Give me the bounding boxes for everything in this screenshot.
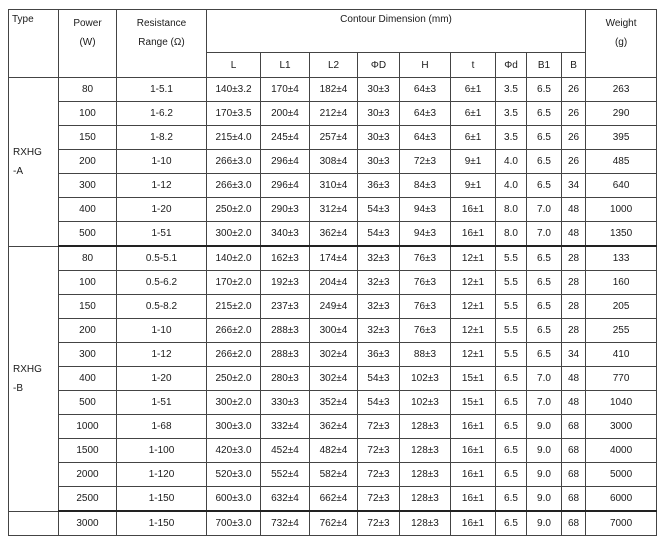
cell-phi-d-upper: 32±3 xyxy=(358,246,400,271)
cell-weight: 4000 xyxy=(586,439,657,463)
cell-power: 500 xyxy=(59,391,117,415)
cell-b1: 6.5 xyxy=(527,246,562,271)
cell-l2: 310±4 xyxy=(310,174,358,198)
cell-weight: 290 xyxy=(586,102,657,126)
cell-h: 128±3 xyxy=(400,415,451,439)
cell-l: 170±3.5 xyxy=(207,102,261,126)
col-weight-header xyxy=(586,10,657,78)
cell-power: 3000 xyxy=(59,511,117,536)
cell-h: 76±3 xyxy=(400,295,451,319)
cell-phi-d-upper: 36±3 xyxy=(358,343,400,367)
cell-resistance: 1-68 xyxy=(117,415,207,439)
cell-l: 266±2.0 xyxy=(207,319,261,343)
dim-header-b1: B1 xyxy=(527,53,562,78)
cell-l: 300±2.0 xyxy=(207,391,261,415)
cell-weight: 3000 xyxy=(586,415,657,439)
table-row xyxy=(9,463,657,487)
weight-label: Weight xyxy=(605,18,637,29)
cell-b1: 6.5 xyxy=(527,295,562,319)
cell-t: 12±1 xyxy=(451,246,496,271)
table-row xyxy=(9,415,657,439)
cell-weight: 133 xyxy=(586,246,657,271)
cell-l1: 162±3 xyxy=(261,246,310,271)
cell-phi-d-upper: 30±3 xyxy=(358,150,400,174)
cell-power: 80 xyxy=(59,78,117,102)
cell-l1: 632±4 xyxy=(261,487,310,512)
cell-power: 500 xyxy=(59,222,117,247)
cell-b: 28 xyxy=(562,295,586,319)
cell-b: 26 xyxy=(562,78,586,102)
cell-b1: 7.0 xyxy=(527,222,562,247)
cell-t: 12±1 xyxy=(451,271,496,295)
cell-l2: 174±4 xyxy=(310,246,358,271)
dim-header-phi-d-upper: ΦD xyxy=(358,53,400,78)
cell-l: 140±2.0 xyxy=(207,246,261,271)
cell-t: 6±1 xyxy=(451,102,496,126)
cell-weight: 205 xyxy=(586,295,657,319)
cell-b1: 6.5 xyxy=(527,126,562,150)
cell-power: 300 xyxy=(59,343,117,367)
cell-l: 266±3.0 xyxy=(207,150,261,174)
cell-phi-d-lower: 5.5 xyxy=(496,319,527,343)
resistance-unit: Range (Ω) xyxy=(138,37,185,48)
cell-phi-d-upper: 36±3 xyxy=(358,174,400,198)
cell-b1: 7.0 xyxy=(527,391,562,415)
table-row xyxy=(9,174,657,198)
cell-phi-d-upper: 30±3 xyxy=(358,102,400,126)
table-row xyxy=(9,102,657,126)
cell-phi-d-lower: 5.5 xyxy=(496,343,527,367)
cell-t: 6±1 xyxy=(451,126,496,150)
cell-resistance: 1-51 xyxy=(117,391,207,415)
cell-l2: 204±4 xyxy=(310,271,358,295)
cell-phi-d-upper: 54±3 xyxy=(358,222,400,247)
cell-weight: 1350 xyxy=(586,222,657,247)
cell-phi-d-upper: 30±3 xyxy=(358,126,400,150)
cell-h: 102±3 xyxy=(400,367,451,391)
cell-b: 48 xyxy=(562,222,586,247)
cell-phi-d-lower: 4.0 xyxy=(496,150,527,174)
power-label: Power xyxy=(73,18,102,29)
cell-l2: 212±4 xyxy=(310,102,358,126)
table-row xyxy=(9,78,657,102)
cell-weight: 263 xyxy=(586,78,657,102)
cell-l2: 362±4 xyxy=(310,415,358,439)
cell-power: 2000 xyxy=(59,463,117,487)
cell-weight: 5000 xyxy=(586,463,657,487)
dim-header-h: H xyxy=(400,53,451,78)
cell-power: 150 xyxy=(59,126,117,150)
cell-b1: 7.0 xyxy=(527,198,562,222)
cell-resistance: 1-10 xyxy=(117,150,207,174)
cell-b1: 6.5 xyxy=(527,102,562,126)
dim-header-phi-d-lower: Φd xyxy=(496,53,527,78)
cell-l1: 330±3 xyxy=(261,391,310,415)
dim-header-l: L xyxy=(207,53,261,78)
cell-weight: 1040 xyxy=(586,391,657,415)
cell-l: 215±4.0 xyxy=(207,126,261,150)
cell-l: 300±2.0 xyxy=(207,222,261,247)
cell-h: 88±3 xyxy=(400,343,451,367)
cell-l1: 296±4 xyxy=(261,174,310,198)
cell-phi-d-lower: 6.5 xyxy=(496,487,527,512)
cell-l: 170±2.0 xyxy=(207,271,261,295)
resistance-label: Resistance xyxy=(136,18,187,29)
cell-t: 16±1 xyxy=(451,439,496,463)
cell-t: 16±1 xyxy=(451,487,496,512)
col-type-header: Type xyxy=(9,10,59,78)
cell-t: 16±1 xyxy=(451,511,496,536)
cell-l: 215±2.0 xyxy=(207,295,261,319)
cell-b1: 9.0 xyxy=(527,463,562,487)
cell-resistance: 1-20 xyxy=(117,198,207,222)
cell-power: 400 xyxy=(59,198,117,222)
cell-b1: 6.5 xyxy=(527,78,562,102)
cell-h: 94±3 xyxy=(400,222,451,247)
cell-b: 68 xyxy=(562,415,586,439)
cell-power: 1000 xyxy=(59,415,117,439)
cell-b: 34 xyxy=(562,343,586,367)
type-name: RXHG xyxy=(13,363,42,375)
cell-phi-d-upper: 54±3 xyxy=(358,391,400,415)
table-row xyxy=(9,198,657,222)
cell-l: 700±3.0 xyxy=(207,511,261,536)
cell-l: 520±3.0 xyxy=(207,463,261,487)
cell-power: 300 xyxy=(59,174,117,198)
power-unit: (W) xyxy=(79,37,96,48)
cell-t: 16±1 xyxy=(451,198,496,222)
cell-h: 64±3 xyxy=(400,102,451,126)
col-contour-header: Contour Dimension (mm) xyxy=(207,10,586,53)
cell-t: 9±1 xyxy=(451,174,496,198)
cell-resistance: 0.5-5.1 xyxy=(117,246,207,271)
cell-l: 250±2.0 xyxy=(207,367,261,391)
cell-phi-d-upper: 30±3 xyxy=(358,78,400,102)
cell-l2: 249±4 xyxy=(310,295,358,319)
type-suffix: -B xyxy=(13,382,23,394)
cell-l: 266±2.0 xyxy=(207,343,261,367)
cell-t: 12±1 xyxy=(451,343,496,367)
cell-h: 128±3 xyxy=(400,487,451,512)
cell-resistance: 1-5.1 xyxy=(117,78,207,102)
cell-l1: 170±4 xyxy=(261,78,310,102)
cell-b: 28 xyxy=(562,319,586,343)
cell-l1: 732±4 xyxy=(261,511,310,536)
cell-phi-d-upper: 72±3 xyxy=(358,511,400,536)
cell-l2: 257±4 xyxy=(310,126,358,150)
cell-phi-d-upper: 72±3 xyxy=(358,439,400,463)
cell-h: 76±3 xyxy=(400,271,451,295)
cell-l1: 290±3 xyxy=(261,198,310,222)
table-row xyxy=(9,439,657,463)
cell-h: 128±3 xyxy=(400,463,451,487)
cell-h: 102±3 xyxy=(400,391,451,415)
cell-power: 100 xyxy=(59,271,117,295)
cell-phi-d-lower: 6.5 xyxy=(496,439,527,463)
col-resistance-header xyxy=(117,10,207,78)
cell-b1: 9.0 xyxy=(527,439,562,463)
cell-resistance: 1-150 xyxy=(117,487,207,512)
table-row xyxy=(9,319,657,343)
cell-b1: 6.5 xyxy=(527,319,562,343)
cell-phi-d-upper: 54±3 xyxy=(358,367,400,391)
cell-resistance: 1-150 xyxy=(117,511,207,536)
cell-l2: 302±4 xyxy=(310,367,358,391)
cell-phi-d-upper: 54±3 xyxy=(358,198,400,222)
cell-l2: 362±4 xyxy=(310,222,358,247)
cell-b1: 6.5 xyxy=(527,150,562,174)
cell-h: 76±3 xyxy=(400,319,451,343)
cell-power: 200 xyxy=(59,150,117,174)
cell-l2: 352±4 xyxy=(310,391,358,415)
cell-resistance: 0.5-6.2 xyxy=(117,271,207,295)
cell-t: 6±1 xyxy=(451,78,496,102)
cell-t: 16±1 xyxy=(451,415,496,439)
cell-weight: 7000 xyxy=(586,511,657,536)
table-row xyxy=(9,391,657,415)
table-row xyxy=(9,222,657,247)
cell-b: 26 xyxy=(562,102,586,126)
cell-resistance: 1-12 xyxy=(117,343,207,367)
cell-l2: 662±4 xyxy=(310,487,358,512)
cell-phi-d-lower: 3.5 xyxy=(496,78,527,102)
table-row xyxy=(9,126,657,150)
cell-phi-d-upper: 32±3 xyxy=(358,271,400,295)
type-name: RXHG xyxy=(13,146,42,158)
cell-phi-d-lower: 5.5 xyxy=(496,246,527,271)
cell-l: 600±3.0 xyxy=(207,487,261,512)
cell-b: 34 xyxy=(562,174,586,198)
spec-table xyxy=(8,9,657,536)
cell-phi-d-lower: 6.5 xyxy=(496,367,527,391)
cell-b: 26 xyxy=(562,150,586,174)
type-suffix: -A xyxy=(13,165,23,177)
cell-resistance: 1-51 xyxy=(117,222,207,247)
cell-l2: 182±4 xyxy=(310,78,358,102)
weight-unit: (g) xyxy=(614,37,628,48)
table-row xyxy=(9,487,657,512)
cell-b: 48 xyxy=(562,391,586,415)
cell-phi-d-upper: 32±3 xyxy=(358,319,400,343)
cell-power: 80 xyxy=(59,246,117,271)
header-row-top xyxy=(9,10,657,53)
cell-resistance: 1-10 xyxy=(117,319,207,343)
cell-t: 15±1 xyxy=(451,391,496,415)
cell-l: 250±2.0 xyxy=(207,198,261,222)
cell-l: 420±3.0 xyxy=(207,439,261,463)
cell-b: 26 xyxy=(562,126,586,150)
cell-power: 100 xyxy=(59,102,117,126)
cell-l: 266±3.0 xyxy=(207,174,261,198)
cell-phi-d-upper: 32±3 xyxy=(358,295,400,319)
cell-weight: 770 xyxy=(586,367,657,391)
cell-resistance: 1-20 xyxy=(117,367,207,391)
cell-weight: 410 xyxy=(586,343,657,367)
cell-b1: 9.0 xyxy=(527,487,562,512)
col-power-header xyxy=(59,10,117,78)
dim-header-t: t xyxy=(451,53,496,78)
cell-t: 12±1 xyxy=(451,319,496,343)
cell-resistance: 1-12 xyxy=(117,174,207,198)
cell-weight: 1000 xyxy=(586,198,657,222)
cell-h: 64±3 xyxy=(400,126,451,150)
cell-phi-d-lower: 3.5 xyxy=(496,102,527,126)
table-row xyxy=(9,295,657,319)
cell-weight: 395 xyxy=(586,126,657,150)
cell-l2: 762±4 xyxy=(310,511,358,536)
cell-h: 128±3 xyxy=(400,511,451,536)
cell-weight: 255 xyxy=(586,319,657,343)
cell-l: 140±3.2 xyxy=(207,78,261,102)
cell-phi-d-upper: 72±3 xyxy=(358,415,400,439)
cell-l2: 312±4 xyxy=(310,198,358,222)
cell-l2: 300±4 xyxy=(310,319,358,343)
table-row xyxy=(9,367,657,391)
cell-b: 48 xyxy=(562,367,586,391)
cell-phi-d-lower: 5.5 xyxy=(496,271,527,295)
cell-power: 200 xyxy=(59,319,117,343)
cell-t: 12±1 xyxy=(451,295,496,319)
cell-t: 16±1 xyxy=(451,222,496,247)
cell-h: 72±3 xyxy=(400,150,451,174)
type-cell xyxy=(9,246,59,511)
cell-phi-d-lower: 8.0 xyxy=(496,198,527,222)
cell-b: 68 xyxy=(562,487,586,512)
cell-h: 84±3 xyxy=(400,174,451,198)
cell-resistance: 1-100 xyxy=(117,439,207,463)
cell-phi-d-lower: 6.5 xyxy=(496,391,527,415)
cell-b1: 9.0 xyxy=(527,511,562,536)
cell-b: 28 xyxy=(562,246,586,271)
cell-h: 128±3 xyxy=(400,439,451,463)
cell-phi-d-lower: 8.0 xyxy=(496,222,527,247)
type-cell-empty xyxy=(9,511,59,536)
cell-b: 68 xyxy=(562,463,586,487)
cell-l1: 237±3 xyxy=(261,295,310,319)
cell-resistance: 0.5-8.2 xyxy=(117,295,207,319)
cell-l2: 482±4 xyxy=(310,439,358,463)
cell-l1: 200±4 xyxy=(261,102,310,126)
cell-b: 68 xyxy=(562,439,586,463)
cell-l2: 302±4 xyxy=(310,343,358,367)
cell-phi-d-lower: 3.5 xyxy=(496,126,527,150)
cell-h: 76±3 xyxy=(400,246,451,271)
cell-phi-d-lower: 4.0 xyxy=(496,174,527,198)
cell-b: 28 xyxy=(562,271,586,295)
cell-l1: 288±3 xyxy=(261,343,310,367)
cell-l2: 582±4 xyxy=(310,463,358,487)
cell-l1: 280±3 xyxy=(261,367,310,391)
dim-header-b: B xyxy=(562,53,586,78)
cell-l1: 552±4 xyxy=(261,463,310,487)
cell-resistance: 1-6.2 xyxy=(117,102,207,126)
cell-b1: 9.0 xyxy=(527,415,562,439)
cell-weight: 6000 xyxy=(586,487,657,512)
cell-l1: 332±4 xyxy=(261,415,310,439)
cell-b1: 6.5 xyxy=(527,174,562,198)
cell-power: 1500 xyxy=(59,439,117,463)
cell-t: 15±1 xyxy=(451,367,496,391)
cell-l2: 308±4 xyxy=(310,150,358,174)
cell-h: 64±3 xyxy=(400,78,451,102)
cell-t: 16±1 xyxy=(451,463,496,487)
table-row xyxy=(9,511,657,536)
cell-phi-d-lower: 6.5 xyxy=(496,463,527,487)
cell-phi-d-lower: 6.5 xyxy=(496,511,527,536)
cell-power: 150 xyxy=(59,295,117,319)
table-row xyxy=(9,343,657,367)
table-row xyxy=(9,150,657,174)
cell-power: 400 xyxy=(59,367,117,391)
cell-l1: 192±3 xyxy=(261,271,310,295)
cell-weight: 640 xyxy=(586,174,657,198)
cell-phi-d-upper: 72±3 xyxy=(358,463,400,487)
cell-l1: 288±3 xyxy=(261,319,310,343)
cell-l: 300±3.0 xyxy=(207,415,261,439)
cell-phi-d-lower: 5.5 xyxy=(496,295,527,319)
cell-l1: 245±4 xyxy=(261,126,310,150)
cell-h: 94±3 xyxy=(400,198,451,222)
table-body xyxy=(9,78,657,536)
cell-l1: 296±4 xyxy=(261,150,310,174)
cell-weight: 485 xyxy=(586,150,657,174)
cell-b1: 6.5 xyxy=(527,271,562,295)
cell-b: 68 xyxy=(562,511,586,536)
cell-phi-d-lower: 6.5 xyxy=(496,415,527,439)
dim-header-l1: L1 xyxy=(261,53,310,78)
cell-l1: 452±4 xyxy=(261,439,310,463)
dim-header-l2: L2 xyxy=(310,53,358,78)
cell-b1: 7.0 xyxy=(527,367,562,391)
cell-phi-d-upper: 72±3 xyxy=(358,487,400,512)
cell-weight: 160 xyxy=(586,271,657,295)
cell-b: 48 xyxy=(562,198,586,222)
cell-b1: 6.5 xyxy=(527,343,562,367)
table-row xyxy=(9,246,657,271)
cell-resistance: 1-120 xyxy=(117,463,207,487)
type-cell xyxy=(9,78,59,247)
cell-resistance: 1-8.2 xyxy=(117,126,207,150)
table-row xyxy=(9,271,657,295)
cell-l1: 340±3 xyxy=(261,222,310,247)
cell-t: 9±1 xyxy=(451,150,496,174)
cell-power: 2500 xyxy=(59,487,117,512)
